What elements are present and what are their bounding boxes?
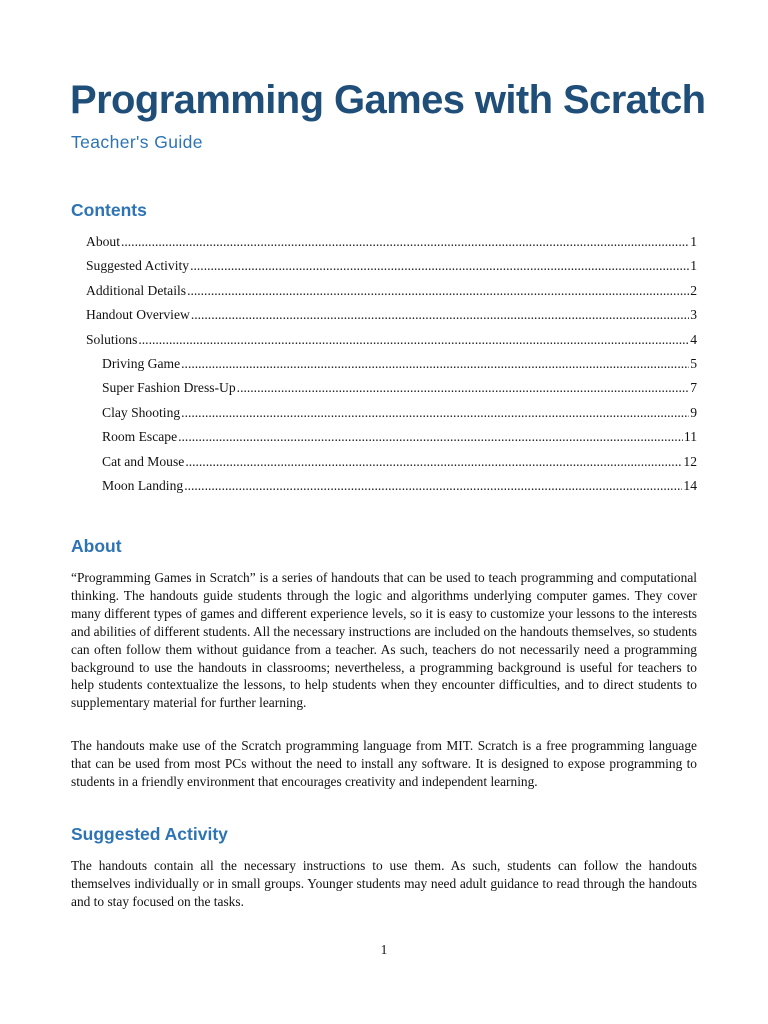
toc-entry-page: 9	[690, 404, 697, 420]
toc-entry-label: Moon Landing	[102, 477, 184, 493]
about-paragraph-1: “Programming Games in Scratch” is a series of handouts that can be used to teach programming and computational thinking. The handouts guide students through the logic and algorithms underlying computer games. They cover many different types of games and different experience levels, so it is easy to customize your lessons to the interests and abilities of different students. All the necessary instructions are included on the handouts themselves, so students can often follow them without guidance from a teacher. As such, teachers do not necessarily need a programming background to use the handouts in classrooms; nevertheless, a programming background is useful for teachers to help students contextualize the lessons, to help students when they encounter difficulties, and to direct students to supplementary material for further learning.	[71, 570, 698, 711]
toc-entry-page: 12	[683, 453, 697, 469]
toc-leader	[138, 330, 689, 350]
about-heading: About	[71, 536, 122, 556]
toc-entry-label: Super Fashion Dress-Up	[102, 380, 236, 396]
page-number: 1	[380, 942, 388, 957]
toc-entry-page: 3	[690, 307, 697, 323]
toc-entry-label: Clay Shooting	[102, 404, 181, 420]
toc-subentry[interactable]	[86, 378, 697, 402]
toc-entry[interactable]	[86, 256, 697, 280]
toc-leader	[181, 354, 689, 374]
toc-entry-label: Suggested Activity	[86, 258, 190, 274]
toc-entry[interactable]	[86, 330, 697, 354]
toc-entry-label: Solutions	[86, 331, 138, 347]
toc-entry-page: 2	[690, 282, 697, 298]
toc-entry-label: Additional Details	[86, 282, 187, 298]
toc-subentry[interactable]	[86, 403, 697, 427]
toc-leader	[190, 256, 689, 276]
toc-entry-label: About	[86, 234, 120, 249]
toc-entry-page: 1	[690, 258, 697, 274]
toc-leader	[191, 305, 689, 325]
toc-entry[interactable]	[86, 232, 697, 256]
toc-entry-page: 14	[683, 477, 697, 493]
toc-leader	[185, 452, 682, 472]
toc-entry-label: Handout Overview	[86, 307, 190, 323]
toc-leader	[181, 403, 689, 423]
about-paragraph-2: The handouts make use of the Scratch programming language from MIT. Scratch is a free programming language that can be used from most PCs without the need to install any software. It is designed to expose programming to students in a friendly environment that encourages creativity and independent learning.	[71, 738, 697, 789]
suggested-activity-heading: Suggested Activity	[71, 824, 228, 844]
toc-entry[interactable]	[86, 305, 697, 329]
table-of-contents	[86, 232, 697, 500]
toc-subentry[interactable]	[86, 476, 697, 500]
toc-subentry[interactable]	[86, 354, 697, 378]
toc-entry-label: Cat and Mouse	[102, 453, 185, 469]
toc-leader	[237, 378, 690, 398]
toc-entry-page: 4	[690, 331, 697, 347]
document-title: Programming Games with Scratch	[70, 78, 706, 122]
toc-entry-page: 1	[690, 234, 697, 249]
toc-leader	[121, 232, 689, 252]
toc-entry-label: Room Escape	[102, 429, 178, 445]
toc-leader	[187, 281, 689, 301]
toc-leader	[178, 427, 683, 447]
toc-subentry[interactable]	[86, 427, 697, 451]
toc-entry-page: 11	[683, 429, 697, 445]
suggested-activity-paragraph-1: The handouts contain all the necessary instructions to use them. As such, students can follow the handouts themselves individually or in small groups. Younger students may need adult guidance to read through the handouts and to stay focused on the tasks.	[71, 858, 697, 909]
document-subtitle: Teacher's Guide	[71, 132, 203, 152]
contents-heading: Contents	[71, 200, 147, 220]
toc-entry-page: 5	[690, 355, 697, 371]
toc-entry-page: 7	[690, 380, 697, 396]
toc-leader	[184, 476, 682, 496]
toc-entry[interactable]	[86, 281, 697, 305]
toc-subentry[interactable]	[86, 452, 697, 476]
toc-entry-label: Driving Game	[102, 355, 181, 371]
